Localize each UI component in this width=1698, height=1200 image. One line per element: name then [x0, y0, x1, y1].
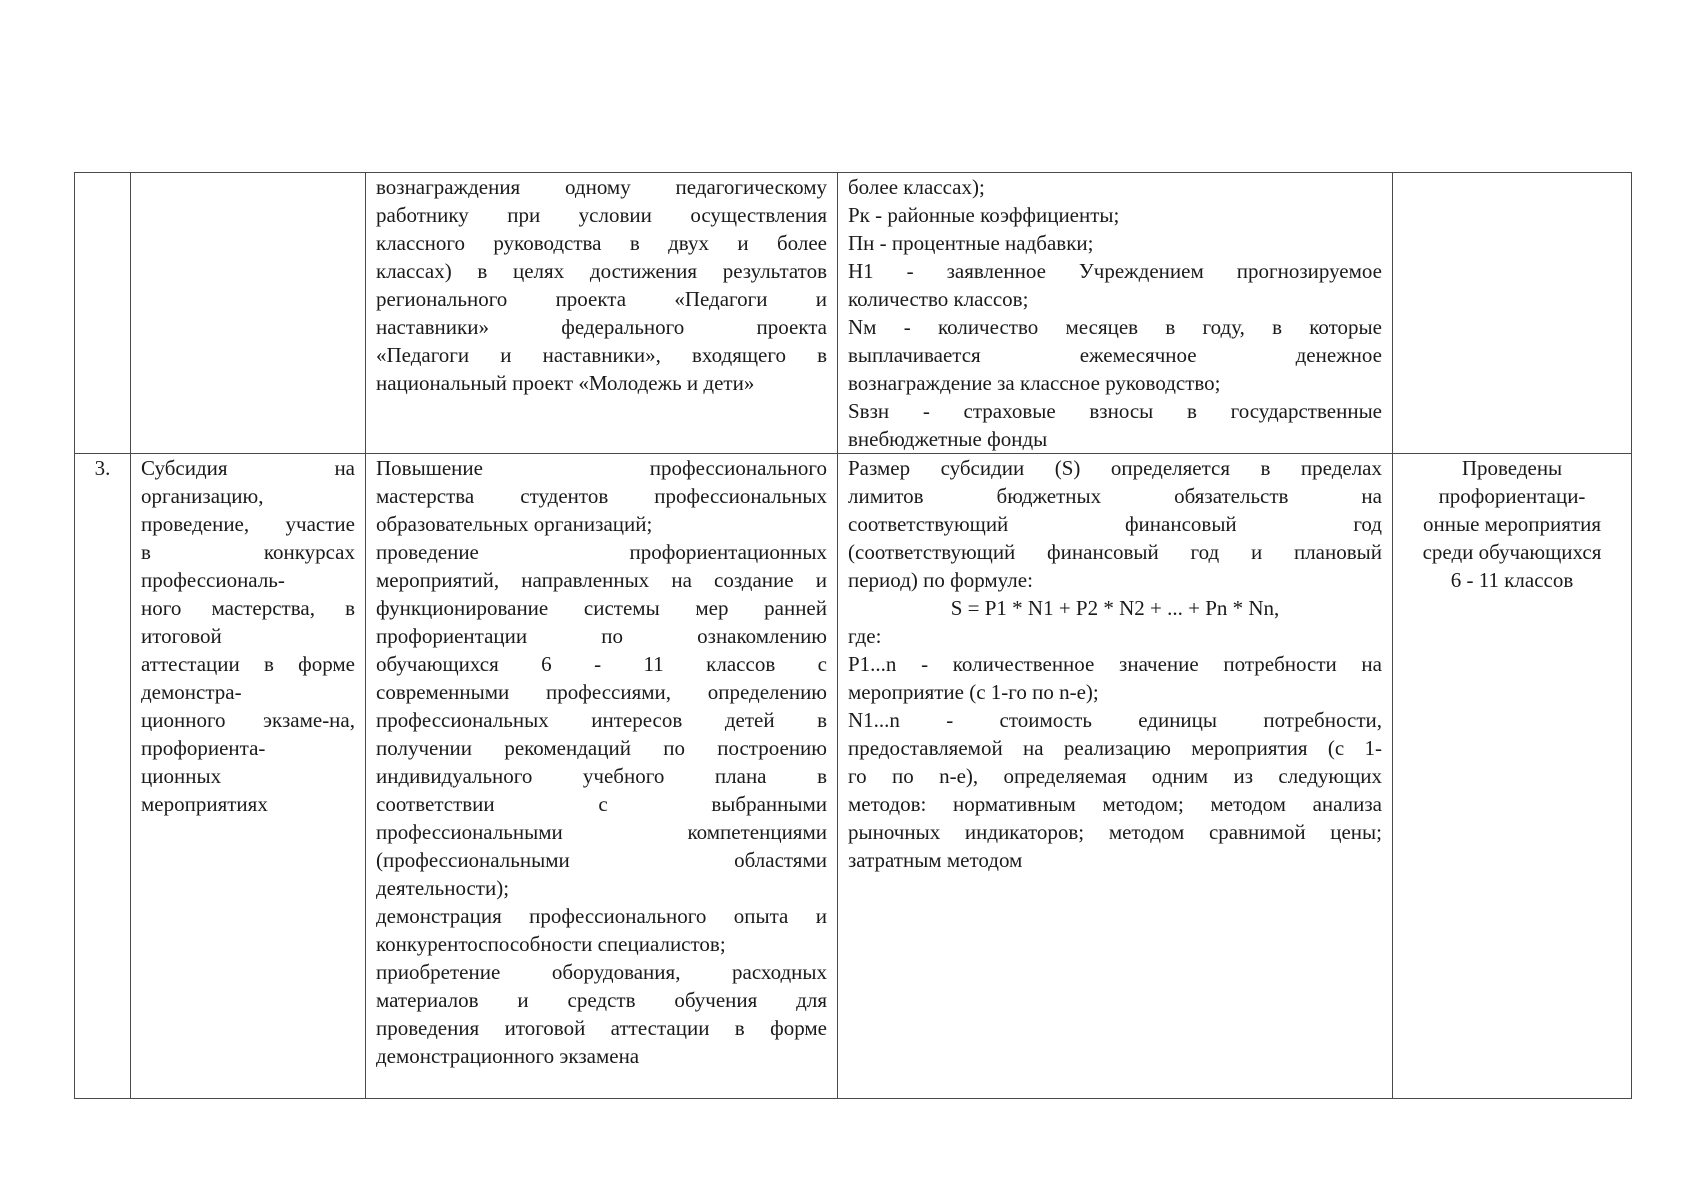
method-line: методов: нормативным методом; методом анализа	[848, 792, 1382, 816]
method-line: количество классов;	[848, 287, 1029, 311]
method-line: Пн - процентные надбавки;	[848, 231, 1094, 255]
purpose-line: классного руководства в двух и более	[376, 231, 827, 255]
method-line: го по n-е), определяемая одним из следующих	[848, 764, 1382, 788]
purpose-line: регионального проекта «Педагоги и	[376, 287, 827, 311]
method-line: внебюджетные фонды	[848, 427, 1048, 451]
purpose-line: работнику при условии осуществления	[376, 203, 827, 227]
purpose-line: проведение профориентационных	[376, 540, 827, 564]
result-line: среди обучающихся	[1422, 540, 1602, 564]
purpose-line: деятельности);	[376, 876, 510, 900]
method-line: Рк - районные коэффициенты;	[848, 203, 1120, 227]
purpose-line: функционирование системы мер ранней	[376, 596, 827, 620]
name-line: профессиональ-	[141, 568, 285, 592]
row-number-cell: 3.	[75, 454, 131, 1099]
purpose-line: Повышение профессионального	[376, 456, 827, 480]
purpose-line: соответствии с выбранными	[376, 792, 827, 816]
name-line: ционных	[141, 764, 222, 788]
name-line: проведение, участие	[141, 512, 355, 536]
purpose-line: демонстрация профессионального опыта и	[376, 904, 827, 928]
subsidy-name-cell	[131, 454, 366, 1099]
method-cell	[838, 173, 1393, 454]
purpose-line: современными профессиями, определению	[376, 680, 827, 704]
purpose-line: наставники» федерального проекта	[376, 315, 827, 339]
name-line: аттестации в форме	[141, 652, 355, 676]
purpose-line: демонстрационного экзамена	[376, 1044, 640, 1068]
name-line: ционного экзаме-на,	[141, 708, 355, 732]
method-line: период) по формуле:	[848, 568, 1033, 592]
subsidy-name-cell	[131, 173, 366, 454]
name-line: демонстра-	[141, 680, 242, 704]
table-row	[75, 454, 1632, 1099]
name-line: профориента-	[141, 736, 266, 760]
result-cell	[1393, 173, 1632, 454]
method-cell	[838, 454, 1393, 1099]
purpose-line: вознаграждения одному педагогическому	[376, 175, 827, 199]
name-line: в конкурсах	[141, 540, 355, 564]
purpose-line: (профессиональными областями	[376, 848, 827, 872]
method-line: предоставляемой на реализацию мероприятия (с 1-	[848, 736, 1382, 760]
purpose-line: классах) в целях достижения результатов	[376, 259, 827, 283]
table-row	[75, 173, 1632, 454]
method-line: Sвзн - страховые взносы в государственные	[848, 399, 1382, 423]
name-line: Субсидия на	[141, 456, 355, 480]
purpose-line: мероприятий, направленных на создание и	[376, 568, 827, 592]
purpose-line: образовательных организаций;	[376, 512, 653, 536]
method-line: соответствующий финансовый год	[848, 512, 1382, 536]
purpose-line: приобретение оборудования, расходных	[376, 960, 827, 984]
name-line: ного мастерства, в	[141, 596, 355, 620]
name-line: организацию,	[141, 484, 264, 508]
result-line: 6 - 11 классов	[1450, 568, 1574, 592]
document-table	[74, 172, 1632, 1099]
method-line: затратным методом	[848, 848, 1023, 872]
method-line: мероприятие (с 1-го по n-е);	[848, 680, 1099, 704]
purpose-cell	[366, 173, 838, 454]
method-line: более классах);	[848, 175, 985, 199]
method-line: Размер субсидии (S) определяется в пределах	[848, 456, 1382, 480]
formula-line: S = P1 * N1 + P2 * N2 + ... + Pn * Nn,	[950, 596, 1280, 620]
result-line: онные мероприятия	[1423, 512, 1601, 536]
method-line: N1...n - стоимость единицы потребности,	[848, 708, 1382, 732]
result-line: Проведены	[1461, 456, 1563, 480]
name-line: мероприятиях	[141, 792, 268, 816]
purpose-line: мастерства студентов профессиональных	[376, 484, 827, 508]
purpose-line: профессиональных интересов детей в	[376, 708, 827, 732]
name-line: итоговой	[141, 624, 222, 648]
purpose-line: материалов и средств обучения для	[376, 988, 827, 1012]
method-line: P1...n - количественное значение потребности на	[848, 652, 1382, 676]
method-line: рыночных индикаторов; методом сравнимой цены;	[848, 820, 1382, 844]
purpose-line: обучающихся 6 - 11 классов с	[376, 652, 827, 676]
method-line: где:	[848, 624, 882, 648]
row-number-cell	[75, 173, 131, 454]
purpose-line: получении рекомендаций по построению	[376, 736, 827, 760]
method-line: выплачивается ежемесячное денежное	[848, 343, 1382, 367]
method-line: вознаграждение за классное руководство;	[848, 371, 1221, 395]
method-line: Н1 - заявленное Учреждением прогнозируемое	[848, 259, 1382, 283]
method-line: (соответствующий финансовый год и плановый	[848, 540, 1382, 564]
purpose-cell	[366, 454, 838, 1099]
purpose-line: национальный проект «Молодежь и дети»	[376, 371, 755, 395]
purpose-line: проведения итоговой аттестации в форме	[376, 1016, 827, 1040]
result-line: профориентаци-	[1438, 484, 1586, 508]
purpose-line: профориентации по ознакомлению	[376, 624, 827, 648]
result-cell	[1393, 454, 1632, 1099]
purpose-line: конкурентоспособности специалистов;	[376, 932, 726, 956]
method-line: Nм - количество месяцев в году, в которые	[848, 315, 1382, 339]
method-line: лимитов бюджетных обязательств на	[848, 484, 1382, 508]
purpose-line: «Педагоги и наставники», входящего в	[376, 343, 827, 367]
purpose-line: индивидуального учебного плана в	[376, 764, 827, 788]
purpose-line: профессиональными компетенциями	[376, 820, 827, 844]
